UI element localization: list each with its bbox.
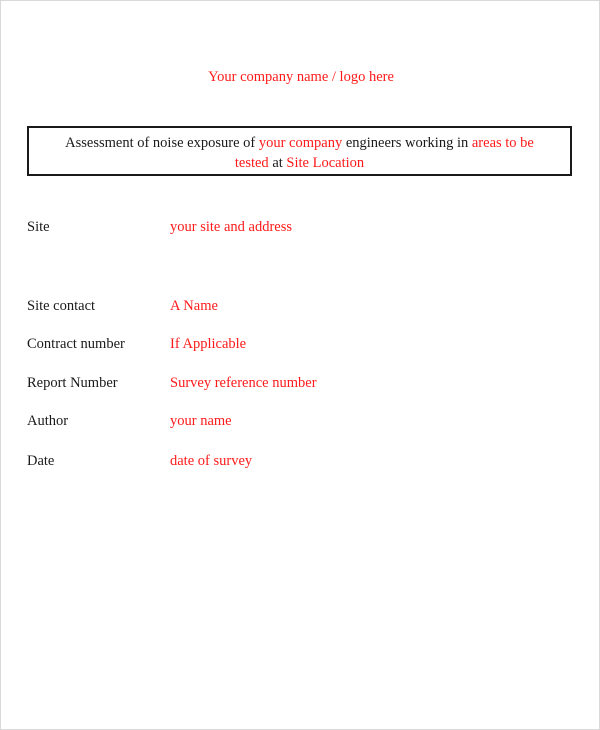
title-text: at — [268, 155, 287, 171]
site-contact-value: A Name — [170, 298, 218, 314]
title-areas-placeholder-cont: tested — [234, 155, 269, 171]
title-company-placeholder: your company — [258, 135, 343, 151]
title-line-2 — [29, 153, 570, 173]
report-number-label: Report Number — [27, 375, 118, 391]
title-text: Assessment of noise exposure of — [65, 135, 259, 151]
date-label: Date — [27, 453, 55, 469]
date-value: date of survey — [170, 453, 253, 469]
site-contact-label: Site contact — [27, 298, 96, 314]
site-label: Site — [27, 219, 50, 235]
title-text: engineers working in — [342, 135, 472, 151]
report-number-value: Survey reference number — [170, 375, 317, 391]
report-title-box — [27, 126, 572, 176]
contract-number-value: If Applicable — [170, 336, 247, 352]
author-label: Author — [27, 413, 69, 429]
site-value: your site and address — [170, 219, 293, 235]
contract-number-label: Contract number — [27, 336, 125, 352]
title-areas-placeholder: areas to be — [471, 135, 534, 151]
company-name-logo-placeholder: Your company name / logo here — [208, 69, 394, 85]
title-site-location-placeholder: Site Location — [286, 155, 365, 171]
author-value: your name — [170, 413, 232, 429]
title-line-1 — [29, 133, 570, 153]
